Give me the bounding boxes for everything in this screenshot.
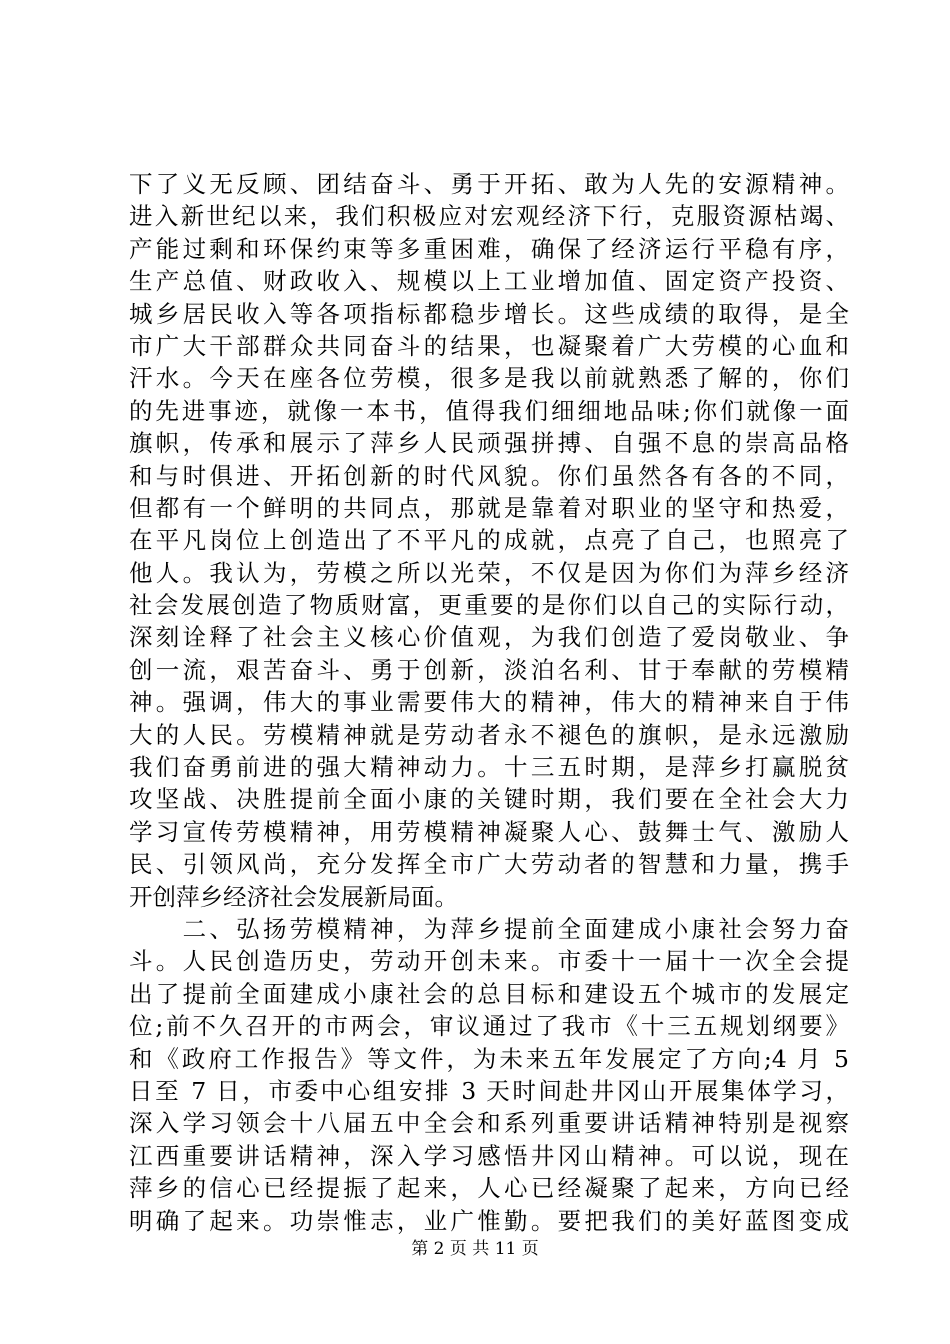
text-line: 和《政府工作报告》等文件，为未来五年发展定了方向;4 月 5 [129,1044,849,1073]
text-line: 社会发展创造了物质财富，更重要的是你们以自己的实际行动， [129,591,849,620]
text-line: 我们奋勇前进的强大精神动力。十三五时期，是萍乡打赢脱贫 [129,753,849,782]
text-line: 的先进事迹，就像一本书，值得我们细细地品味;你们就像一面 [129,396,849,425]
text-line: 下了义无反顾、团结奋斗、勇于开拓、敢为人先的安源精神。 [129,170,849,198]
text-line: 二、弘扬劳模精神，为萍乡提前全面建成小康社会努力奋 [129,914,849,943]
text-line: 明确了起来。功崇惟志，业广惟勤。要把我们的美好蓝图变成 [129,1206,849,1235]
text-line: 深入学习领会十八届五中全会和系列重要讲话精神特别是视察 [129,1109,849,1138]
text-line: 神。强调，伟大的事业需要伟大的精神，伟大的精神来自于伟 [129,688,849,717]
text-line: 在平凡岗位上创造出了不平凡的成就，点亮了自己，也照亮了 [129,526,849,555]
text-line: 萍乡的信心已经提振了起来，人心已经凝聚了起来，方向已经 [129,1174,849,1203]
text-line: 进入新世纪以来，我们积极应对宏观经济下行，克服资源枯竭、 [129,202,849,231]
text-line: 生产总值、财政收入、规模以上工业增加值、固定资产投资、 [129,267,849,296]
text-line: 他人。我认为，劳模之所以光荣，不仅是因为你们为萍乡经济 [129,558,849,587]
page-footer [0,1238,950,1260]
text-line: 但都有一个鲜明的共同点，那就是靠着对职业的坚守和热爱， [129,493,849,522]
text-line: 创一流，艰苦奋斗、勇于创新，淡泊名利、甘于奉献的劳模精 [129,655,849,684]
text-line: 大的人民。劳模精神就是劳动者永不褪色的旗帜，是永远激励 [129,720,849,749]
text-line: 斗。人民创造历史，劳动开创未来。市委十一届十一次全会提 [129,947,849,976]
text-line: 江西重要讲话精神，深入学习感悟井冈山精神。可以说，现在 [129,1141,849,1170]
text-line: 和与时俱进、开拓创新的时代风貌。你们虽然各有各的不同， [129,461,849,490]
text-line: 深刻诠释了社会主义核心价值观，为我们创造了爱岗敬业、争 [129,623,849,652]
body-text [129,168,849,1237]
text-line: 城乡居民收入等各项指标都稳步增长。这些成绩的取得，是全 [129,299,849,328]
text-line: 出了提前全面建成小康社会的总目标和建设五个城市的发展定 [129,979,849,1008]
text-line: 开创萍乡经济社会发展新局面。 [129,882,458,911]
text-line: 位;前不久召开的市两会，审议通过了我市《十三五规划纲要》 [129,1012,849,1041]
text-line: 汗水。今天在座各位劳模，很多是我以前就熟悉了解的，你们 [129,364,849,393]
text-line: 市广大干部群众共同奋斗的结果，也凝聚着广大劳模的心血和 [129,331,849,360]
text-line: 学习宣传劳模精神，用劳模精神凝聚人心、鼓舞士气、激励人 [129,817,849,846]
text-line: 旗帜，传承和展示了萍乡人民顽强拼搏、自强不息的崇高品格 [129,429,849,458]
text-line: 产能过剩和环保约束等多重困难，确保了经济运行平稳有序， [129,234,849,263]
text-line: 民、引领风尚，充分发挥全市广大劳动者的智慧和力量，携手 [129,850,849,879]
text-line: 日至 7 日，市委中心组安排 3 天时间赴井冈山开展集体学习， [129,1076,849,1105]
page-number-label: 第 2 页 共 11 页 [411,1239,539,1259]
text-line: 攻坚战、决胜提前全面小康的关键时期，我们要在全社会大力 [129,785,849,814]
